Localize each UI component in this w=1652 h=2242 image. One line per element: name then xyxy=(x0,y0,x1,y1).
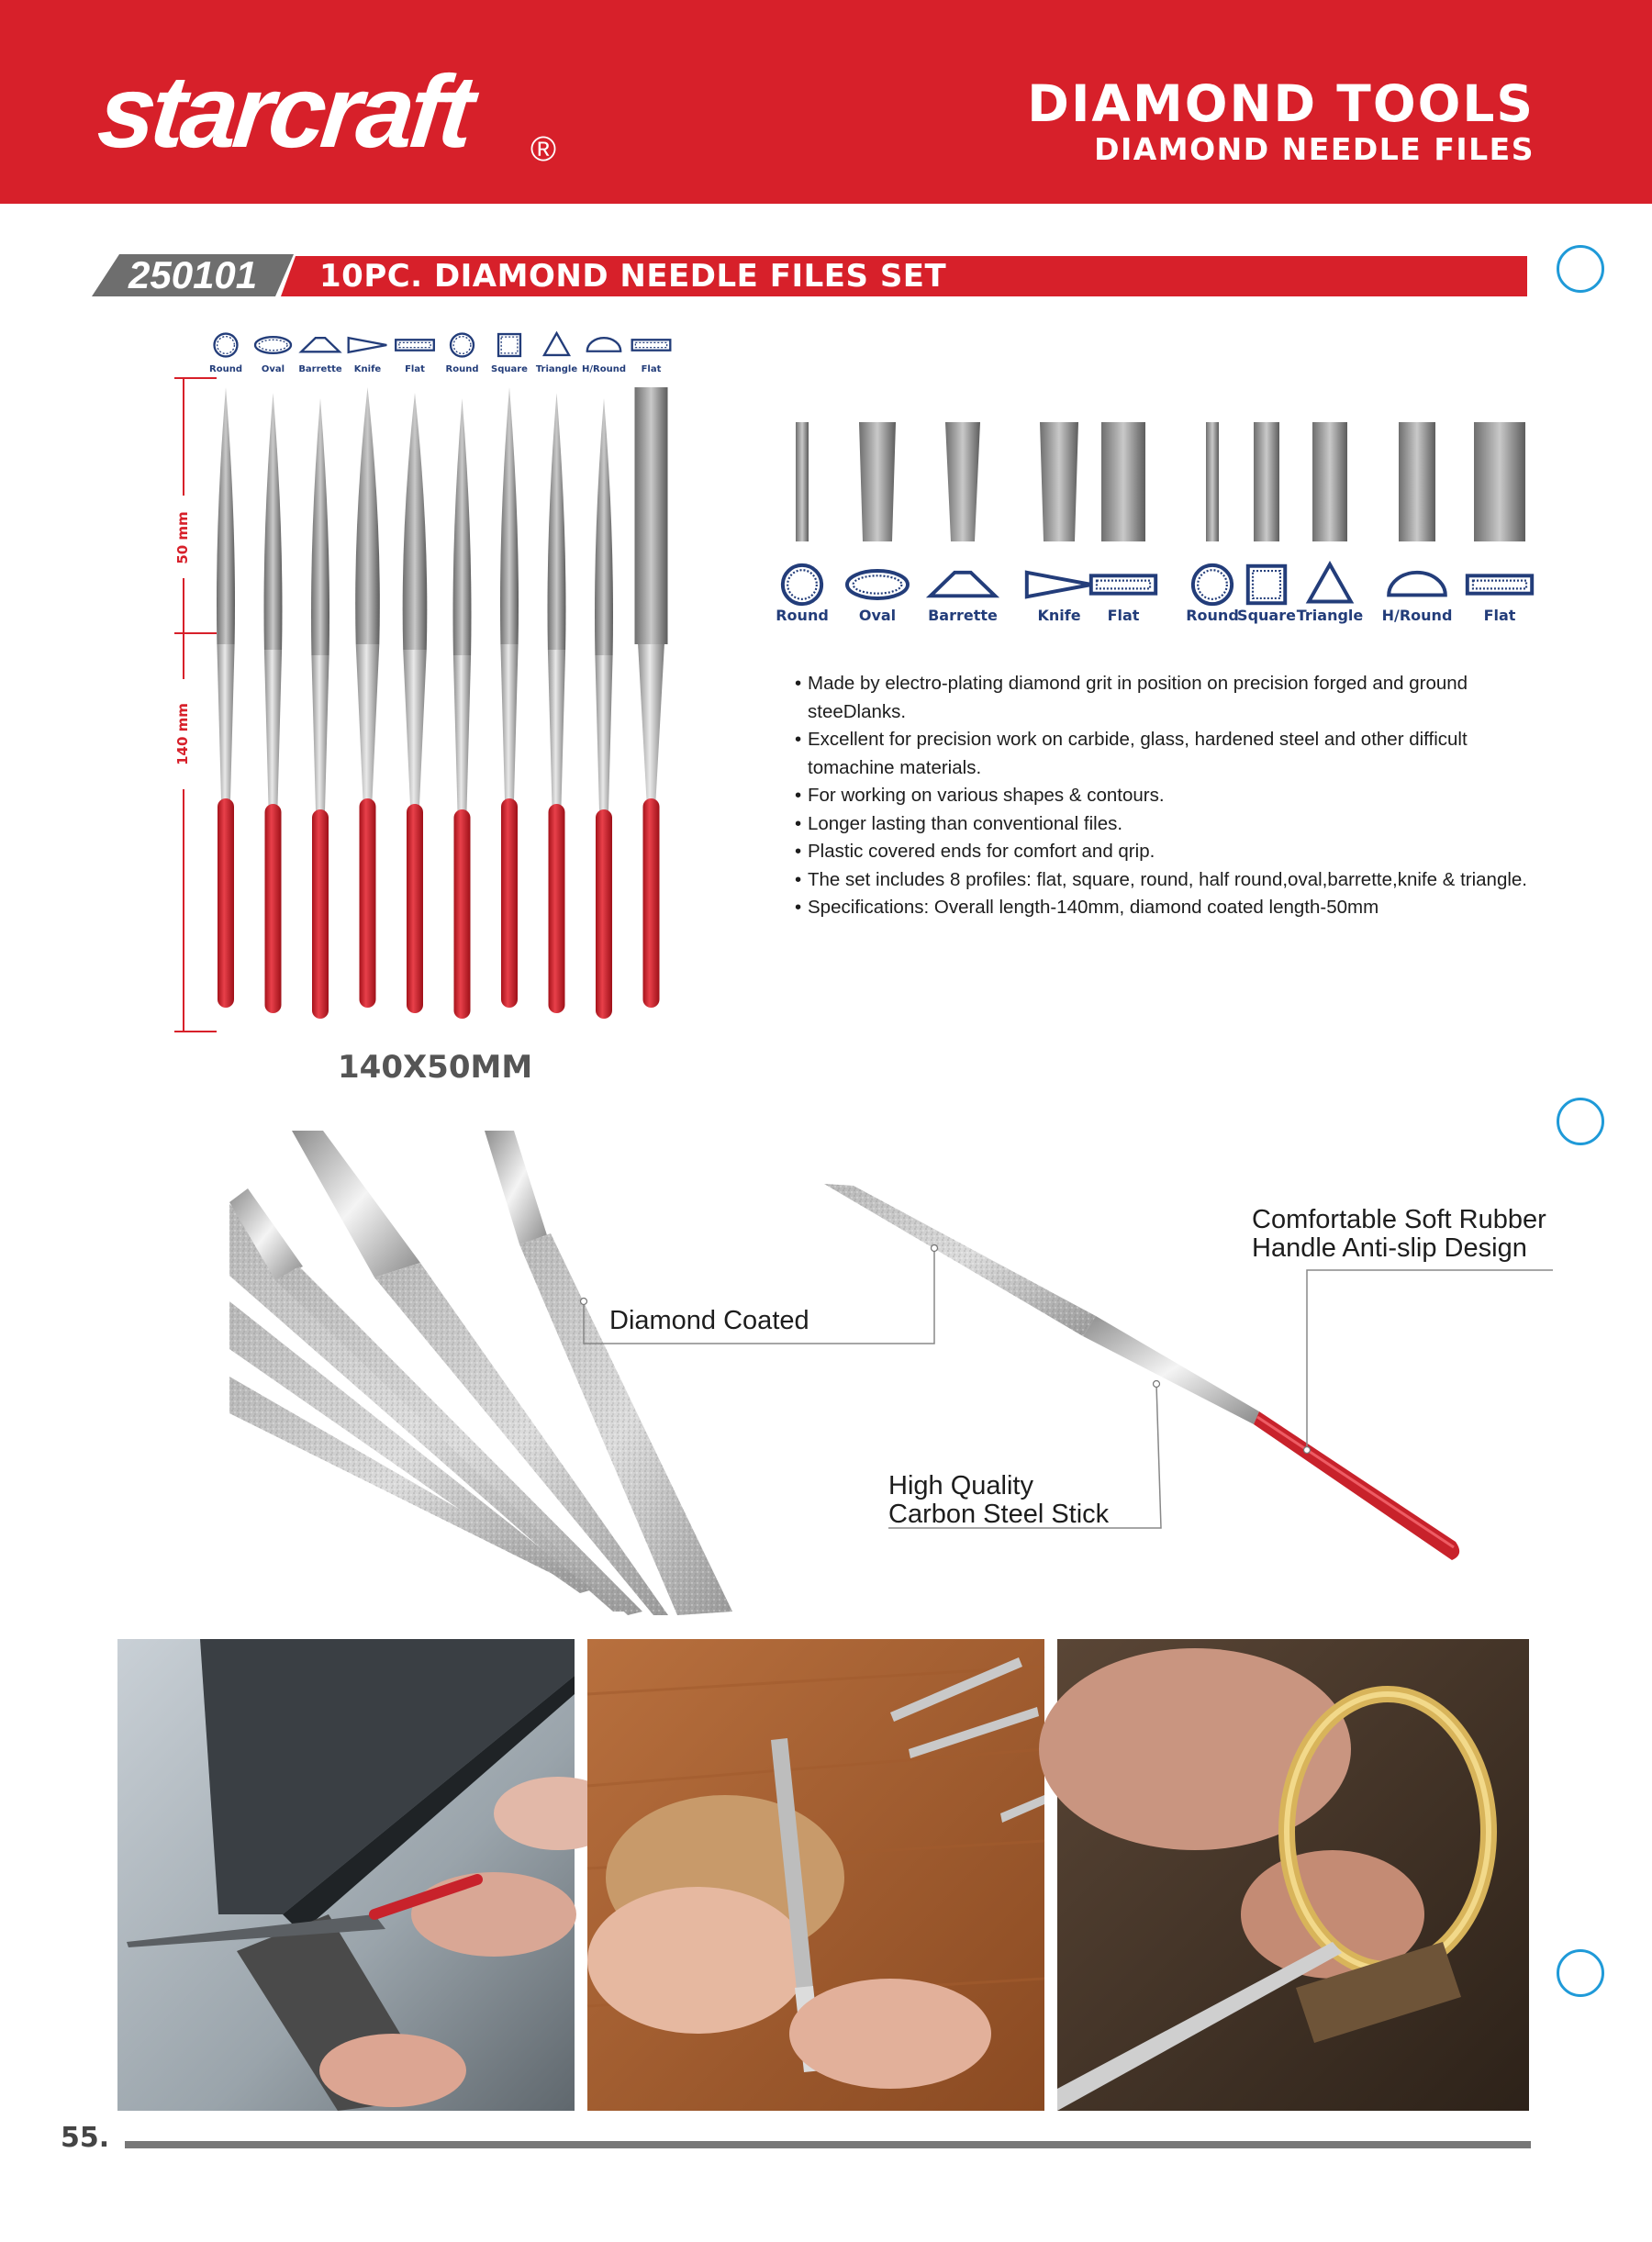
feature-item: • Made by electro-plating diamond grit in position on precision forged and ground steeDlanks. xyxy=(795,670,1529,726)
profile-label: Flat xyxy=(1107,607,1140,624)
footer-rule xyxy=(125,2141,1531,2148)
binder-ring-icon xyxy=(1557,1949,1604,1997)
closeup-file-tips xyxy=(229,1131,732,1615)
callout-steel-stick xyxy=(888,1472,1109,1529)
set-profile-label: Round xyxy=(445,364,479,374)
callout-handle-line2: Handle Anti-slip Design xyxy=(1252,1233,1527,1263)
dimension-label-upper: 50 mm xyxy=(174,511,191,564)
feature-item: • For working on various shapes & contours. xyxy=(795,782,1529,810)
profile-label: Triangle xyxy=(1296,607,1364,624)
set-size-caption: 140X50MM xyxy=(338,1049,533,1086)
set-profile-label: Round xyxy=(209,364,242,374)
subcategory-title: DIAMOND NEEDLE FILES xyxy=(1094,131,1535,167)
dimension-label-lower: 140 mm xyxy=(174,703,191,765)
set-profile-label: Barrette xyxy=(298,364,342,374)
set-profile-label: Square xyxy=(491,364,528,374)
usage-photo-3 xyxy=(1057,1639,1529,2111)
profile-label: Barrette xyxy=(928,607,998,624)
profile-label: H/Round xyxy=(1381,607,1453,624)
set-profile-label: Triangle xyxy=(535,364,578,374)
category-title: DIAMOND TOOLS xyxy=(1027,74,1535,133)
page-number: 55. xyxy=(61,2122,110,2154)
set-profile-label: H/Round xyxy=(582,364,626,374)
set-profile-label: Flat xyxy=(641,364,662,374)
usage-photo-1 xyxy=(117,1639,575,2111)
feature-item: • Excellent for precision work on carbide, glass, hardened steel and other difficult tomachine materials. xyxy=(795,726,1529,782)
callout-stick-line2: Carbon Steel Stick xyxy=(888,1500,1110,1529)
feature-item: • Specifications: Overall length-140mm, diamond coated length-50mm xyxy=(795,894,1529,922)
product-title: 10PC. DIAMOND NEEDLE FILES SET xyxy=(319,258,947,295)
profile-label: Round xyxy=(1186,607,1239,624)
usage-photo-2 xyxy=(587,1639,1044,2111)
callout-diamond-coated: Diamond Coated xyxy=(609,1306,809,1335)
product-code: 250101 xyxy=(128,253,258,296)
callout-handle xyxy=(1252,1206,1546,1263)
feature-item: • The set includes 8 profiles: flat, square, round, half round,oval,barrette,knife & triangle. xyxy=(795,866,1529,895)
profile-label: Square xyxy=(1237,607,1296,624)
feature-item: • Plastic covered ends for comfort and qrip. xyxy=(795,838,1529,866)
callout-handle-line1: Comfortable Soft Rubber xyxy=(1252,1205,1546,1234)
profile-label: Round xyxy=(776,607,829,624)
brand-logo-text: starcraft xyxy=(93,54,475,169)
profile-label: Flat xyxy=(1483,607,1516,624)
set-profile-label: Oval xyxy=(261,364,285,374)
profile-label: Knife xyxy=(1037,607,1081,624)
callout-stick-line1: High Quality xyxy=(888,1471,1033,1500)
set-profile-label: Knife xyxy=(353,364,382,374)
feature-item: • Longer lasting than conventional files. xyxy=(795,810,1529,839)
profile-label: Oval xyxy=(858,607,897,624)
set-profile-label: Flat xyxy=(405,364,425,374)
registered-mark: ® xyxy=(530,130,556,169)
